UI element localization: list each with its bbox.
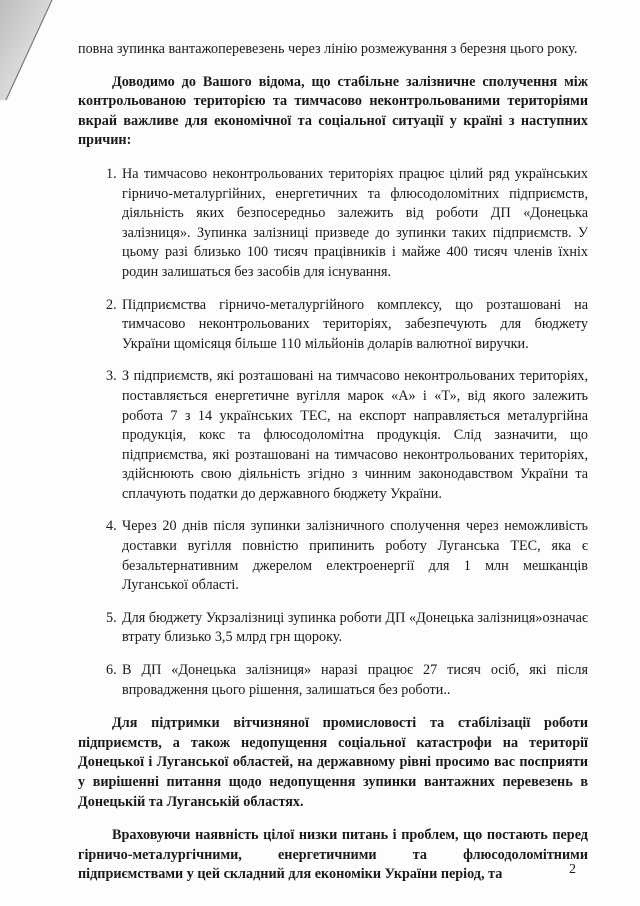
list-item [78,609,588,648]
list-item [78,517,588,595]
lead-paragraph: Доводимо до Вашого відома, що стабільне залізничне сполучення між контрольованою територією та тимчасово неконтрольованими територіями вкрай важливе для економічної та соціальної ситуації у країні з наступних причин: [78,73,588,149]
list-item [78,367,588,504]
page-number: 2 [569,862,576,877]
document-body [78,40,588,899]
list-item-number: 6. [106,662,117,679]
closing-paragraph: Враховуючи наявність цілої низки питань і проблем, що постають перед гірничо-металургічними, енергетичними та флюсодоломітними підприємствами у цей складний для економіки України період, та [78,827,588,883]
list-item-number: 5. [106,609,117,626]
scan-corner-shadow [0,0,60,110]
list-item-text: В ДП «Донецька залізниця» наразі працює 27 тисяч осіб, які після впровадження цього рішення, залишаться без роботи.. [122,662,588,698]
list-item [78,661,588,700]
list-item-text: На тимчасово неконтрольованих територіях працює цілий ряд українських гірничо-металургійних, енергетичних та флюсодоломітних підприємств, діяльність яких безпосередньо залежить від роботи ДП «Донецька залізниця». Зупинка залізниці призведе до зупинки таких підприємств. У цьому разі близько 100 тисяч працівників і майже 400 тисяч членів їхніх родин залишаться без засобів для існування. [122,165,588,280]
list-item-text: Для бюджету Укрзалізниці зупинка роботи ДП «Донецька залізниця»означає втрату близько 3,5 млрд грн щороку. [122,609,588,646]
request-paragraph: Для підтримки вітчизняної промисловості та стабілізації роботи підприємств, а також недопущення соціальної катастрофи на території Донецької і Луганської областей, на державному рівні просимо вас посприяти у вирішенні питання щодо недопущення зупинки вантажних перевезень в Донецькій та Луганській областях. [78,715,588,810]
intro-paragraph: повна зупинка вантажоперевезень через лінію розмежування з березня цього року. [78,41,578,57]
list-item-number: 4. [106,518,117,535]
list-item-number: 2. [106,296,117,313]
list-item [78,165,588,283]
list-item-text: Через 20 днів після зупинки залізничного сполучення через неможливість доставки вугілля повністю припинить роботу Луганська ТЕС, яка є безальтернативним джерелом електроенергії для 1 млн мешканців Луганської області. [122,518,588,594]
list-item [78,296,588,355]
reasons-list [78,165,588,700]
list-item-text: Підприємства гірничо-металургійного комплексу, що розташовані на тимчасово неконтрольованих територіях, забезпечують для бюджету України щомісяця більше 110 мільйонів доларів валютної виручки. [122,296,588,352]
list-item-number: 3. [106,368,117,385]
list-item-text: З підприємств, які розташовані на тимчасово неконтрольованих територіях, поставляється енергетичне вугілля марок «А» і «Т», від якого залежить робота 7 з 14 українських ТЕС, на експорт направляється металургійна продукція, кокс та флюсодоломітна продукція. Слід зазначити, що підприємства, які розташовані на тимчасово неконтрольованих територіях, здійснюють свою діяльність згідно з чинним законодавством України та сплачують податки до державного бюджету України. [122,368,588,502]
list-item-number: 1. [106,165,117,182]
